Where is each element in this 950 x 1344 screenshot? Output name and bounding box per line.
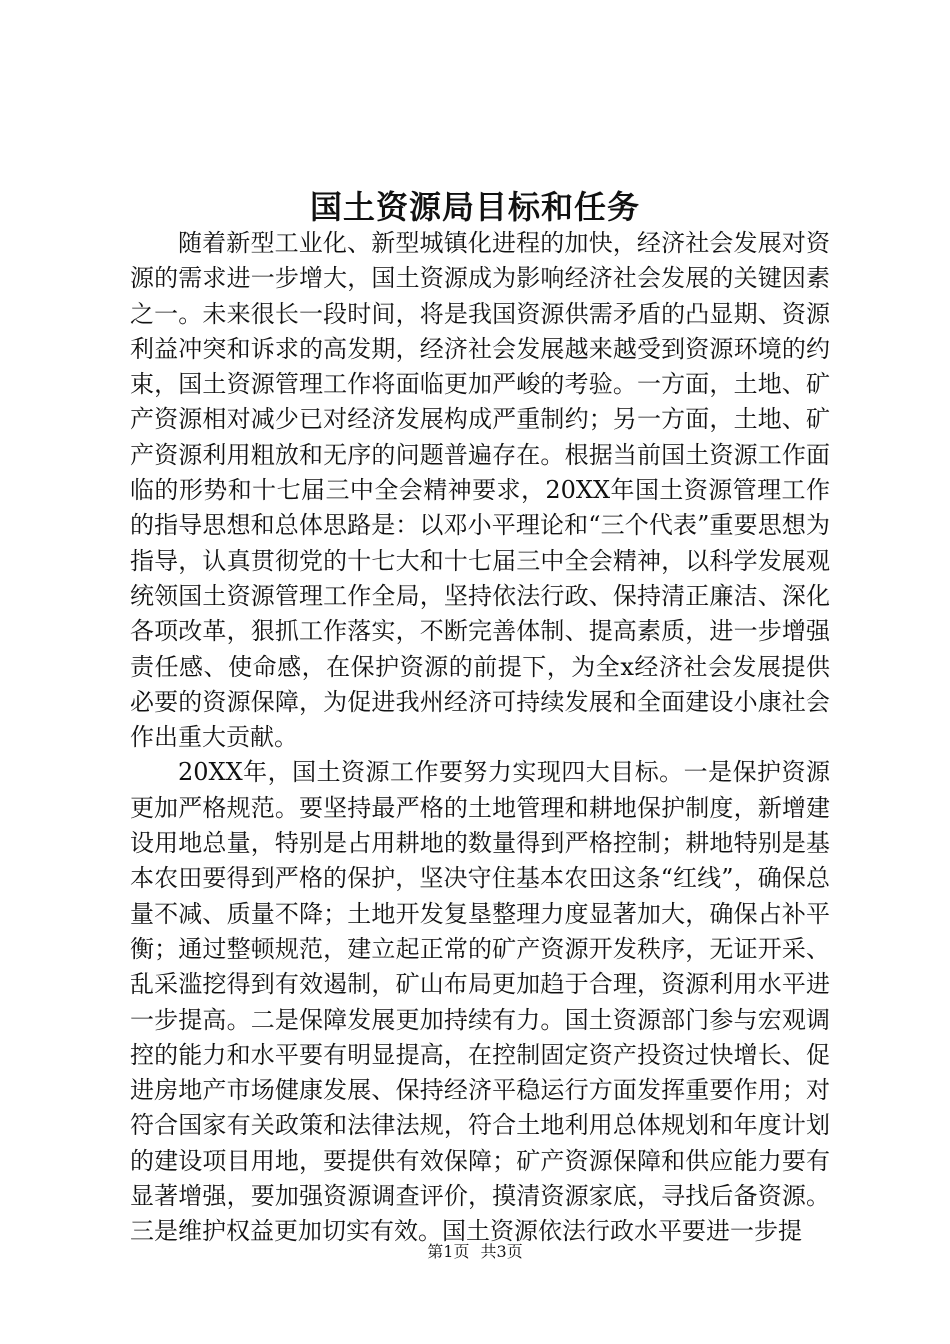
page-footer — [0, 1240, 950, 1264]
document-title: 国土资源局目标和任务 — [309, 188, 640, 226]
page-total: 共3页 — [480, 1242, 523, 1261]
document-body — [130, 226, 830, 1250]
page-number: 第1页 — [427, 1242, 470, 1261]
paragraph-2: 20XX年，国土资源工作要努力实现四大目标。一是保护资源更加严格规范。要坚持最严格的土地管理和耕地保护制度，新增建设用地总量，特别是占用耕地的数量得到严格控制；耕地特别是基本农田要得到严格的保护，坚决守住基本农田这条“红线”，确保总量不减、质量不降；土地开发复垦整理力度显著加大，确保占补平衡；通过整顿规范，建立起正常的矿产资源开发秩序，无证开采、乱采滥挖得到有效遏制，矿山布局更加趋于合理，资源利用水平进一步提高。二是保障发展更加持续有力。国土资源部门参与宏观调控的能力和水平要有明显提高，在控制固定资产投资过快增长、促进房地产市场健康发展、保持经济平稳运行方面发挥重要作用；对符合国家有关政策和法律法规，符合土地利用总体规划和年度计划的建设项目用地，要提供有效保障；矿产资源保障和供应能力要有显著增强，要加强资源调查评价，摸清资源家底，寻找后备资源。三是维护权益更加切实有效。国土资源依法行政水平要进一步提 — [130, 758, 830, 1246]
paragraph-1: 随着新型工业化、新型城镇化进程的加快，经济社会发展对资源的需求进一步增大，国土资源成为影响经济社会发展的关键因素之一。未来很长一段时间，将是我国资源供需矛盾的凸显期、资源利益冲突和诉求的高发期，经济社会发展越来越受到资源环境的约束，国土资源管理工作将面临更加严峻的考验。一方面，土地、矿产资源相对减少已对经济发展构成严重制约；另一方面，土地、矿产资源利用粗放和无序的问题普遍存在。根据当前国土资源工作面临的形势和十七届三中全会精神要求，20XX年国土资源管理工作的指导思想和总体思路是：以邓小平理论和“三个代表”重要思想为指导，认真贯彻党的十七大和十七届三中全会精神，以科学发展观统领国土资源管理工作全局，坚持依法行政、保持清正廉洁、深化各项改革，狠抓工作落实，不断完善体制、提高素质，进一步增强责任感、使命感，在保护资源的前提下，为全x经济社会发展提供必要的资源保障，为促进我州经济可持续发展和全面建设小康社会作出重大贡献。 — [130, 229, 830, 752]
